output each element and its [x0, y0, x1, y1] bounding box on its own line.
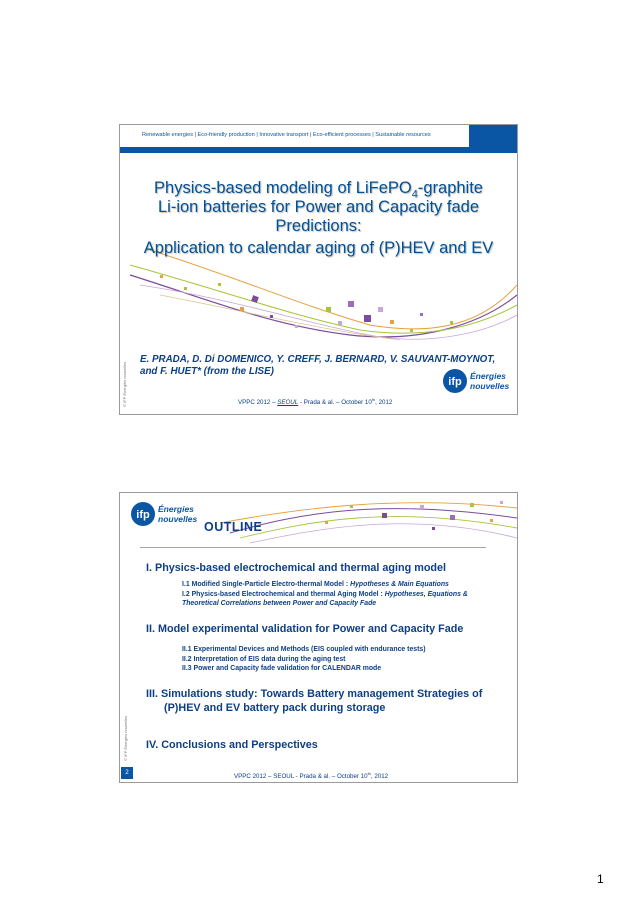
svg-text:Énergies: Énergies: [470, 371, 506, 381]
section-heading-1: I. Physics-based electrochemical and thermal aging model: [146, 562, 447, 574]
slide-title-line-1: Physics-based modeling of LiFePO$_4$-graphite: [154, 179, 483, 201]
header-tagline: Renewable energies | Eco-friendly production | Innovative transport | Eco-efficient processes | Sustainable resources: [142, 132, 431, 138]
list-item: II.3 Power and Capacity fade validation for CALENDAR mode: [182, 665, 382, 672]
svg-text:Énergies: Énergies: [158, 504, 194, 514]
section-heading-3: III. Simulations study: Towards Battery management Strategies of (P)HEV and EV battery pack during storage: [146, 688, 483, 714]
list-item: I.2 Physics-based Electrochemical and thermal Aging Model : Hypotheses, Equations &: [182, 590, 468, 598]
svg-text:ifp: ifp: [136, 509, 150, 521]
outline-slide: [119, 492, 518, 783]
slide-number-badge: 2: [121, 767, 133, 779]
title-slide: [119, 124, 518, 415]
ifp-logo: [442, 368, 512, 394]
section-1-items: [182, 580, 502, 609]
copyright-notice: © IFP Énergies nouvelles: [122, 361, 127, 407]
slide-footer: VPPC 2012 – SEOUL - Prada & al. – October 10th, 2012: [238, 397, 393, 407]
copyright-notice: © IFP Énergies nouvelles: [123, 715, 128, 761]
slide-title-line-2: Li-ion batteries for Power and Capacity fade: [157, 198, 479, 216]
slide-footer: VPPC 2012 – SEOUL - Prada & al. – October 10th, 2012: [234, 771, 389, 781]
list-item: I.1 Modified Single-Particle Electro-thermal Model : Hypotheses & Main Equations: [182, 581, 449, 588]
list-item: II.1 Experimental Devices and Methods (EIS coupled with endurance tests): [182, 646, 426, 653]
ifp-logo: [130, 501, 200, 527]
svg-text:nouvelles: nouvelles: [158, 514, 198, 524]
author-list: E. PRADA, D. Di DOMENICO, Y. CREFF, J. BERNARD, V. SAUVANT-MOYNOT, and F. HUET* (from the LISE): [140, 354, 496, 377]
section-heading-2: II. Model experimental validation for Power and Capacity Fade: [146, 623, 464, 635]
title-divider: [140, 547, 486, 548]
section-2-items: [182, 645, 502, 674]
list-item: Theoretical Correlations between Power and Capacity Fade: [182, 600, 377, 607]
slide-title-line-3: Predictions:: [275, 217, 362, 235]
svg-text:ifp: ifp: [448, 376, 462, 388]
list-item: II.2 Interpretation of EIS data during the aging test: [182, 655, 346, 663]
page-number: 1: [597, 872, 604, 886]
slide-subtitle: Application to calendar aging of (P)HEV and EV: [143, 239, 494, 257]
section-heading-4: IV. Conclusions and Perspectives: [146, 739, 318, 751]
outline-title: OUTLINE: [204, 520, 263, 534]
svg-text:nouvelles: nouvelles: [470, 381, 510, 391]
